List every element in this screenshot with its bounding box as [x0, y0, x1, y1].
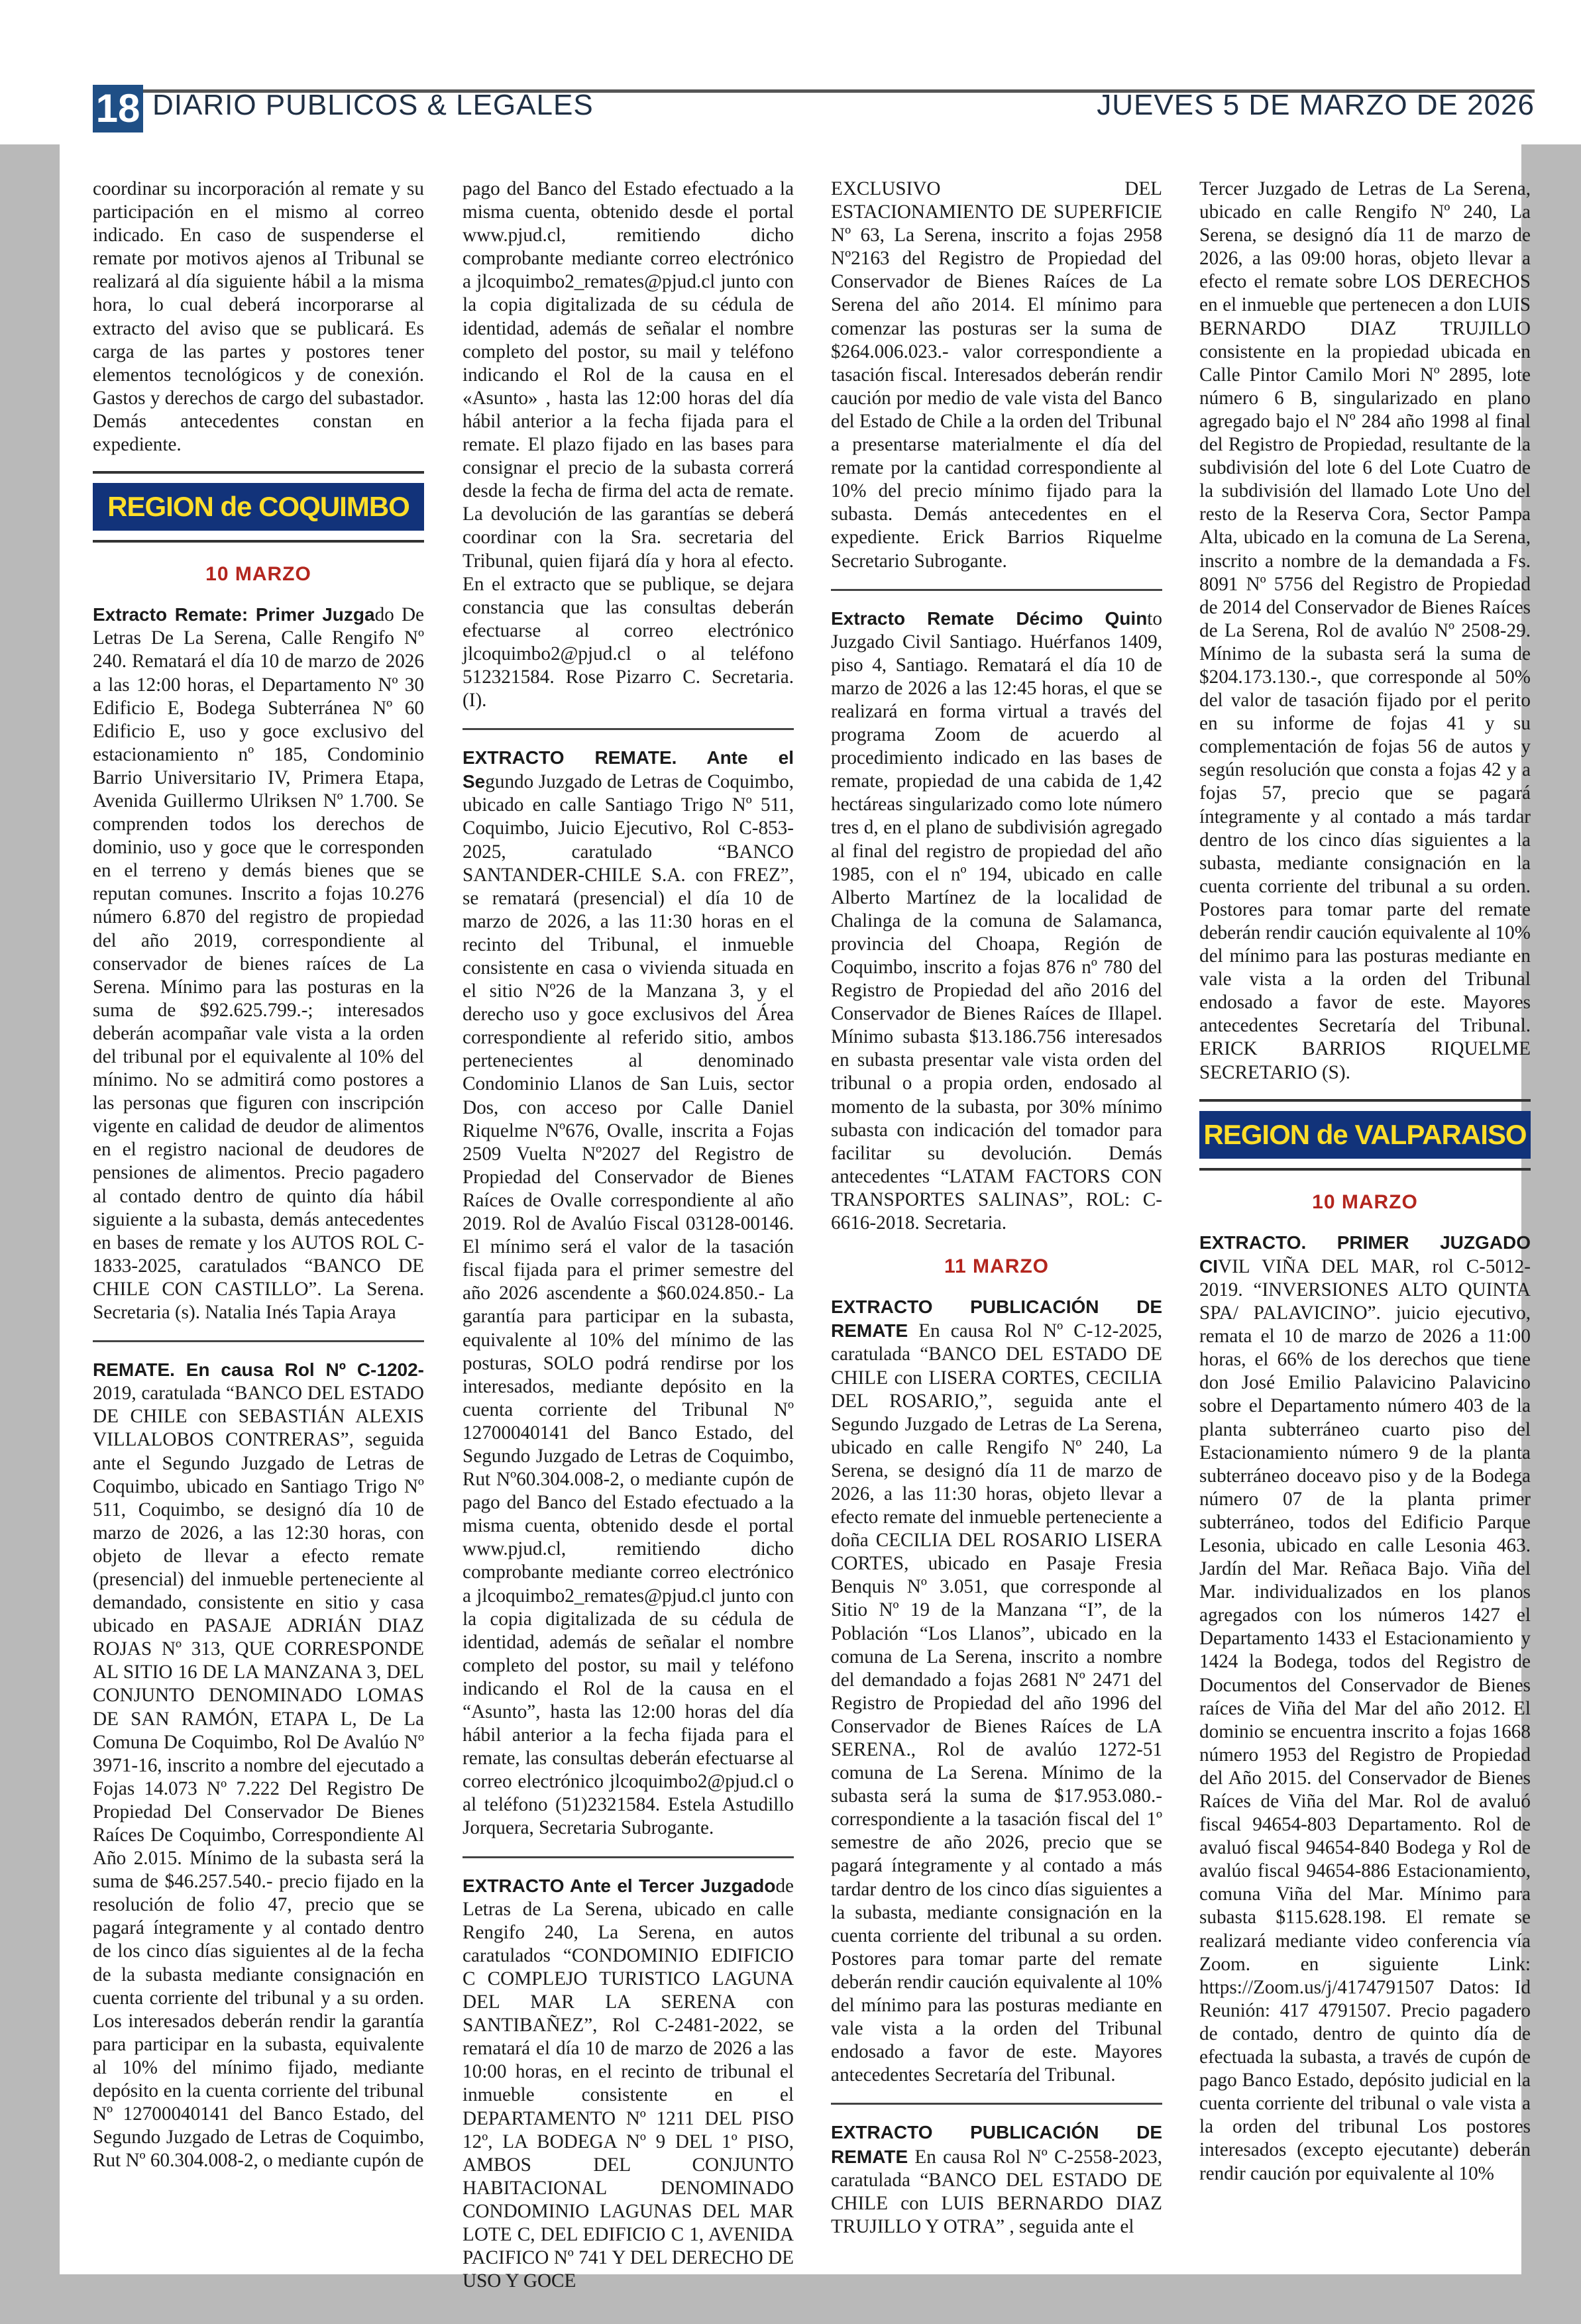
notice-body: de Letras de La Serena, ubicado en calle Rengifo 240, La Serena, en autos caratulados “CONDOMINIO EDIFICIO C COMPLEJO TURISTICO LAGUNA DEL MAR LA SERENA con SANTIBAÑEZ”, Rol C-2481-2022, se rematará el día 10 de marzo de 2026 a las 10:00 horas, en el recinto de tribunal el inmueble consistente en el DEPARTAMENTO Nº 1211 DEL PISO 12º, LA BODEGA Nº 9 DEL 1º PISO, AMBOS DEL CONJUNTO HABITACIONAL DENOMINADO CONDOMINIO LAGUNAS DEL MAR LOTE C, DEL EDIFICIO C 1, AVENIDA PACIFICO Nº 741 Y DEL DERECHO DE USO Y GOCE	[463, 1875, 794, 2292]
notice-body: 2019, caratulada “BANCO DEL ESTADO DE CHILE con SEBASTIÁN ALEXIS VILLALOBOS CONTRERAS”, seguida ante el Segundo Juzgado de Letras de Coquimbo, ubicado en Santiago Trigo Nº 511, Coquimbo, se designó día 10 de marzo de 2026, a las 12:30 horas, con objeto de llevar a efecto remate (presencial) del inmueble perteneciente al demandado, consistente en sitio y casa ubicado en PASAJE ADRIÁN DIAZ ROJAS Nº 313, QUE CORRESPONDE AL SITIO 16 DE LA MANZANA 3, DEL CONJUNTO DENOMINADO LOMAS DE SAN RAMÓN, ETAPA L, De La Comuna De Coquimbo, Rol De Avalúo Nº 3971-16, inscrito a nombre del ejecutado a Fojas 14.073 Nº 7.222 Del Registro De Propiedad Del Conservador De Bienes Raíces De Coquimbo, Correspondiente Al Año 2.015. Mínimo de la subasta será la suma de $46.257.540.- precio fijado en la resolución de folio 47, precio que se pagará íntegramente y al contado dentro de los cinco días siguientes al de la fecha de la subasta mediante consignación en cuenta corriente del tribunal y a su orden. Los interesados deberán rendir la garantía para participar en la subasta, equivalente al 10% del mínimo fijado, mediante depósito en la cuenta corriente del tribunal Nº 12700040141 del Banco Estado, del Segundo Juzgado de Letras de Coquimbo, Rut Nº 60.304.008-2, o mediante cupón de	[93, 1383, 424, 2172]
region-banner-label: REGION de VALPARAISO	[1199, 1111, 1531, 1159]
region-banner-valparaiso	[1199, 1099, 1531, 1171]
legal-notice	[463, 746, 794, 1840]
column-4	[1199, 178, 1531, 2271]
column-2	[463, 178, 794, 2292]
notice-title: REMATE. En causa Rol Nº C-1202-	[93, 1359, 424, 1381]
legal-notice	[831, 607, 1162, 1236]
notice-body: gundo Juzgado de Letras de Coquimbo, ubicado en calle Santiago Trigo Nº 511, Coquimbo, Juicio Ejecutivo, Rol C-853-2025, caratulado “BANCO SANTANDER-CHILE S.A. con FREZ”, se rematará (presencial) el día 10 de marzo de 2026, a las 11:30 horas en el recinto del Tribunal, el inmueble consistente en casa o vivienda situada en el sitio Nº26 de la Manzana 3, y el derecho uso y goce exclusivos del Área correspondiente al referido sitio, ambos pertenecientes al denominado Condominio Llanos de San Luis, sector Dos, con acceso por Calle Daniel Riquelme Nº676, Ovalle, inscrita a Fojas 2509 Vuelta Nº2027 del Registro de Propiedad del Conservador de Bienes Raíces de Ovalle correspondiente al año 2019. Rol de Avalúo Fiscal 03128-00146. El mínimo será el valor de la tasación fiscal fijada para el primer semestre del año 2026 ascendente a $60.024.850.- La garantía para participar en la subasta, equivalente al 10% del mínimo de las posturas, SOLO podrá rendirse por los interesados, mediante depósito en la cuenta corriente del Tribunal Nº 12700040141 del Banco Estado, del Segundo Juzgado de Letras de Coquimbo, Rut Nº60.304.008-2, o mediante cupón de pago del Banco del Estado efectuado a la misma cuenta, obtenido desde el portal www.pjud.cl, remitiendo dicho comprobante mediante correo electrónico a jlcoquimbo2_remates@pjud.cl junto con la copia digitalizada de su cédula de identidad, además de señalar el nombre completo del postor, su mail y teléfono indicando el Rol de la causa en el “Asunto”, hasta las 12:00 horas del día hábil anterior a la fecha fijada para el remate, las consultas deberán efectuarse al correo electrónico jlcoquimbo2@pjud.cl o al teléfono (51)2321584. Estela Astudillo Jorquera, Secretaria Subrogante.	[463, 771, 794, 1839]
notice-title: EXTRACTO. PRIMER JUZGADO CI	[1199, 1232, 1531, 1277]
page-number: 18	[93, 85, 143, 132]
notice-body: En causa Rol Nº C-12-2025, caratulada “BANCO DEL ESTADO DE CHILE con LISERA CORTES, CECILIA DEL ROSARIO,”, seguida ante el Segundo Juzgado de Letras de La Serena, ubicado en calle Rengifo Nº 240, La Serena, se designó día 11 de marzo de 2026, a las 11:30 horas, objeto llevar a efecto remate del inmueble perteneciente a doña CECILIA DEL ROSARIO LISERA CORTES, ubicado en Pasaje Fresia Benquis Nº 3.051, que corresponde al Sitio Nº 19 de la Manzana “I”, de la Población “Los Llanos”, ubicado en la comuna de La Serena, inscrito a nombre del demandado a fojas 2681 Nº 2471 del Registro de Propiedad del año 1996 del Conservador de Bienes Raíces de LA SERENA., Rol de avalúo 1272-51 comuna de La Serena. Mínimo de la subasta será la suma de $17.953.080.- correspondiente a la tasación fiscal del 1º semestre de año 2026, precio que se pagará íntegramente y al contado a más tardar dentro de los cinco días siguientes a la subasta, mediante consignación en la cuenta corriente del tribunal a su orden. Postores para tomar parte del remate deberán rendir caución equivalente al 10% del mínimo para las posturas mediante en vale vista a la orden del Tribunal endosado a favor de este. Mayores antecedentes Secretaría del Tribunal.	[831, 1320, 1162, 2086]
notice-body: to Juzgado Civil Santiago. Huérfanos 1409, piso 4, Santiago. Rematará el día 10 de marzo de 2026 a las 12:45 horas, el que se realizará en forma virtual a través del programa Zoom de acuerdo al procedimiento indicado en las bases de remate, propiedad de una cabida de 1,42 hectáreas singularizado como lote número tres d, en el plano de subdivisión agregado al final del registro de propiedad del año 1985, con el nº 194, ubicado en calle Alberto Martínez de la localidad de Chalinga de la comuna de Salamanca, provincia del Choapa, Región de Coquimbo, inscrito a fojas 876 nº 780 del Registro de Propiedad del año 2016 del Conservador de Bienes Raíces de Illapel. Mínimo subasta $13.186.756 interesados en subasta presentar vale vista orden del tribunal o a propia orden, endosado al momento de la subasta, por 30% mínimo subasta con indicación del tomador para facilitar su devolución. Demás antecedentes “LATAM FACTORS CON TRANSPORTES SALINAS”, ROL: C-6616-2018. Secretaria.	[831, 607, 1162, 1234]
notice-body: VIL VIÑA DEL MAR, rol C-5012-2019. “INVERSIONES ALTO QUINTA SPA/ PALAVICINO”. juicio ejecutivo, remata el 10 de marzo de 2026 a 11:00 horas, el 66% de los derechos que tiene don José Emilio Palavicino Palavicino sobre el Departamento número 403 de la planta subterráneo cuarto piso del Estacionamiento número 9 de la planta subterráneo doceavo piso y de la Bodega número 07 de la planta primer subterráneo, todos del Edificio Parque Lesonia, ubicado en calle Lesonia 463. Jardín del Mar. Reñaca Bajo. Viña del Mar. individualizados en los planos agregados con los números 1427 el Departamento 1433 el Estacionamiento y 1424 la Bodega, todos del Registro de Documentos del Conservador de Bienes raíces de Viña del Mar del año 2012. El dominio se encuentra inscrito a fojas 1668 número 1953 del Registro de Propiedad del Año 2015. del Conservador de Bienes Raíces de Viña del Mar. Rol de avaluó fiscal 94654-803 Departamento. Rol de avaluó fiscal 94654-840 Bodega y Rol de avalúo fiscal 94654-886 Estacionamiento, comuna Viña del Mar. Mínimo para subasta $115.628.198. El remate se realizará mediante video conferencia vía Zoom. en siguiente Link: https://Zoom.us/j/4174791507 Datos: Id Reunión: 417 4791507. Precio pagadero de contado, dentro de quinto día de efectuada la subasta, a través de cupón de pago Banco Estado, depósito judicial en la cuenta corriente del tribunal o vale vista a la orden del tribunal Los postores interesados (excepto ejecutante) deberán rendir caución por equivalente al 10%	[1199, 1255, 1531, 2184]
page-header	[0, 0, 1581, 144]
notice-title: Extracto Remate Décimo Quin	[831, 607, 1148, 629]
notice-divider	[831, 589, 1162, 591]
date-heading: 10 MARZO	[205, 563, 311, 586]
notice-title: EXTRACTO REMATE. Ante el Se	[463, 747, 794, 792]
continued-text: coordinar su incorporación al remate y su participación en el mismo al correo indicado. En caso de suspenderse el remate por motivos ajenos aI Tribunal se realizará al día siguiente hábil a la misma hora, lo cual deberá incorporarse al extracto del aviso que se publicará. Es carga de las partes y postores tener elementos tecnológicos y de conexión. Gastos y derechos de cargo del subastador. Demás antecedentes constan en expediente.	[93, 178, 424, 456]
notice-title: EXTRACTO Ante el Tercer Juzgado	[463, 1875, 776, 1896]
continued-text: Tercer Juzgado de Letras de La Serena, ubicado en calle Rengifo Nº 240, La Serena, se designó día 11 de marzo de 2026, a las 09:00 horas, objeto llevar a efecto el remate sobre LOS DERECHOS en el inmueble que pertenecen a don LUIS BERNARDO DIAZ TRUJILLO consistente en la propiedad ubicada en Calle Pintor Camilo Mori Nº 2895, lote número 6 B, singularizado en plano agregado bajo el Nº 284 año 1998 al final del Registro de Propiedad, resultante de la subdivisión del lote 6 del Lote Cuatro de la subdivisión del llamado Lote Uno del resto de la Reserva Cora, Sector Pampa Alta, ubicado en la comuna de La Serena, inscrito a nombre de la demandada a Fs. 8091 Nº 5756 del Registro de Propiedad de 2014 del Conservador de Bienes Raíces de La Serena, Rol de avalúo Nº 2508-29. Mínimo de la subasta será la suma de $204.173.130.-, que corresponde al 50% del valor de tasación fijado por el perito en su informe de fojas 41 y su complementación de fojas 56 de autos y según resolución que consta a fojas 42 y a fojas 57, precio que se pagará íntegramente y al contado a más tardar dentro de los cinco días siguientes a la subasta, mediante consignación en la cuenta corriente del tribunal a su orden. Postores para tomar parte del remate deberán rendir caución equivalente al 10% del mínimo para las posturas mediante en vale vista a la orden del Tribunal endosado a favor de este. Mayores antecedentes Secretaría del Tribunal. ERICK BARRIOS RIQUELME SECRETARIO (S).	[1199, 178, 1531, 1083]
notice-title: Extracto Remate: Primer Juzga	[93, 604, 375, 625]
notice-divider	[463, 1856, 794, 1858]
column-3	[831, 178, 1162, 2271]
legal-notice	[93, 603, 424, 1324]
notice-body: En causa Rol Nº C-2558-2023, caratulada “BANCO DEL ESTADO DE CHILE con LUIS BERNARDO DIAZ TRUJILLO Y OTRA” , seguida ante el	[831, 2146, 1162, 2237]
legal-notice	[831, 1295, 1162, 2087]
notice-title: EXTRACTO PUBLICACIÓN DE REMATE	[831, 1296, 1162, 1342]
legal-notice	[93, 1358, 424, 2172]
page-sheet	[60, 144, 1531, 2292]
region-banner-label: REGION de COQUIMBO	[93, 483, 424, 531]
notice-body: do De Letras De La Serena, Calle Rengifo Nº 240. Rematará el día 10 de marzo de 2026 a las 12:00 horas, el Departamento Nº 30 Edificio E, Bodega Subterránea Nº 60 Edificio E, uso y goce exclusivo del estacionamiento nº 185, Condominio Barrio Universitario IV, Primera Etapa, Avenida Guillermo Ulriksen Nº 1.700. Se comprenden todos los derechos de dominio, uso y goce que le corresponden en el terreno y demás bienes que se reputan comunes. Inscrito a fojas 10.276 número 6.870 del registro de propiedad del año 2019, correspondiente al conservador de bienes raíces de La Serena. Mínimo para las posturas en la suma de $92.625.799.-; interesados deberán acompañar vale vista a la orden del tribunal por el equivalente al 10% del mínimo. No se admitirá como postores a las personas que figuren con inscripción vigente en calidad de deudor de alimentos en el registro nacional de deudores de pensiones de alimentos. Precio pagadero al contado dentro de quinto día hábil siguiente a la subasta, demás antecedentes en bases de remate y los AUTOS ROL C-1833-2025, caratulados “BANCO DE CHILE CON CASTILLO”. La Serena. Secretaria (s). Natalia Inés Tapia Araya	[93, 604, 424, 1324]
notice-divider	[463, 728, 794, 730]
publication-date: JUEVES 5 DE MARZO DE 2026	[1097, 89, 1535, 121]
notice-divider	[831, 2103, 1162, 2105]
continued-text: EXCLUSIVO DEL ESTACIONAMIENTO DE SUPERFICIE Nº 63, La Serena, inscrito a fojas 2958 Nº2163 del Registro de Propiedad del Conservador de Bienes Raíces de La Serena del año 2014. El mínimo para comenzar las posturas ser la suma de $264.006.023.- valor correspondiente a tasación fiscal. Interesados deberán rendir caución por medio de vale vista del Banco del Estado de Chile a la orden del Tribunal a presentarse materialmente el día del remate por la cantidad correspondiente al 10% del precio mínimo fijado para la subasta. Demás antecedentes en el expediente. Erick Barrios Riquelme Secretario Subrogante.	[831, 178, 1162, 572]
legal-notice	[463, 1874, 794, 2294]
legal-notice	[1199, 1231, 1531, 2186]
column-1	[93, 178, 424, 2271]
legal-notice	[831, 2121, 1162, 2238]
notice-title: EXTRACTO PUBLICACIÓN DE REMATE	[831, 2122, 1162, 2167]
continued-text: pago del Banco del Estado efectuado a la misma cuenta, obtenido desde el portal www.pjud.cl, remitiendo dicho comprobante mediante correo electrónico a jlcoquimbo2_remates@pjud.cl junto con la copia digitalizada de su cédula de identidad, además de señalar el nombre completo del postor, su mail y teléfono indicando el Rol de la causa en el «Asunto» , hasta las 12:00 horas del día hábil anterior a la fecha fijada para el remate. El plazo fijado en las bases para consignar el precio de la subasta correrá desde la fecha de firma del acta de remate. La devolución de las garantías se deberá coordinar con la Sra. secretaria del Tribunal, quien fijará día y hora al efecto. En el extracto que se publique, se dejara constancia que las consultas deberán efectuarse al correo electrónico jlcoquimbo2@pjud.cl o al teléfono 512321584. Rose Pizarro C. Secretaria. (I).	[463, 178, 794, 712]
date-heading: 11 MARZO	[944, 1255, 1050, 1278]
region-banner-coquimbo	[93, 471, 424, 543]
publication-name: DIARIO PUBLICOS & LEGALES	[152, 89, 594, 121]
notice-divider	[93, 1340, 424, 1342]
date-heading: 10 MARZO	[1312, 1190, 1418, 1213]
